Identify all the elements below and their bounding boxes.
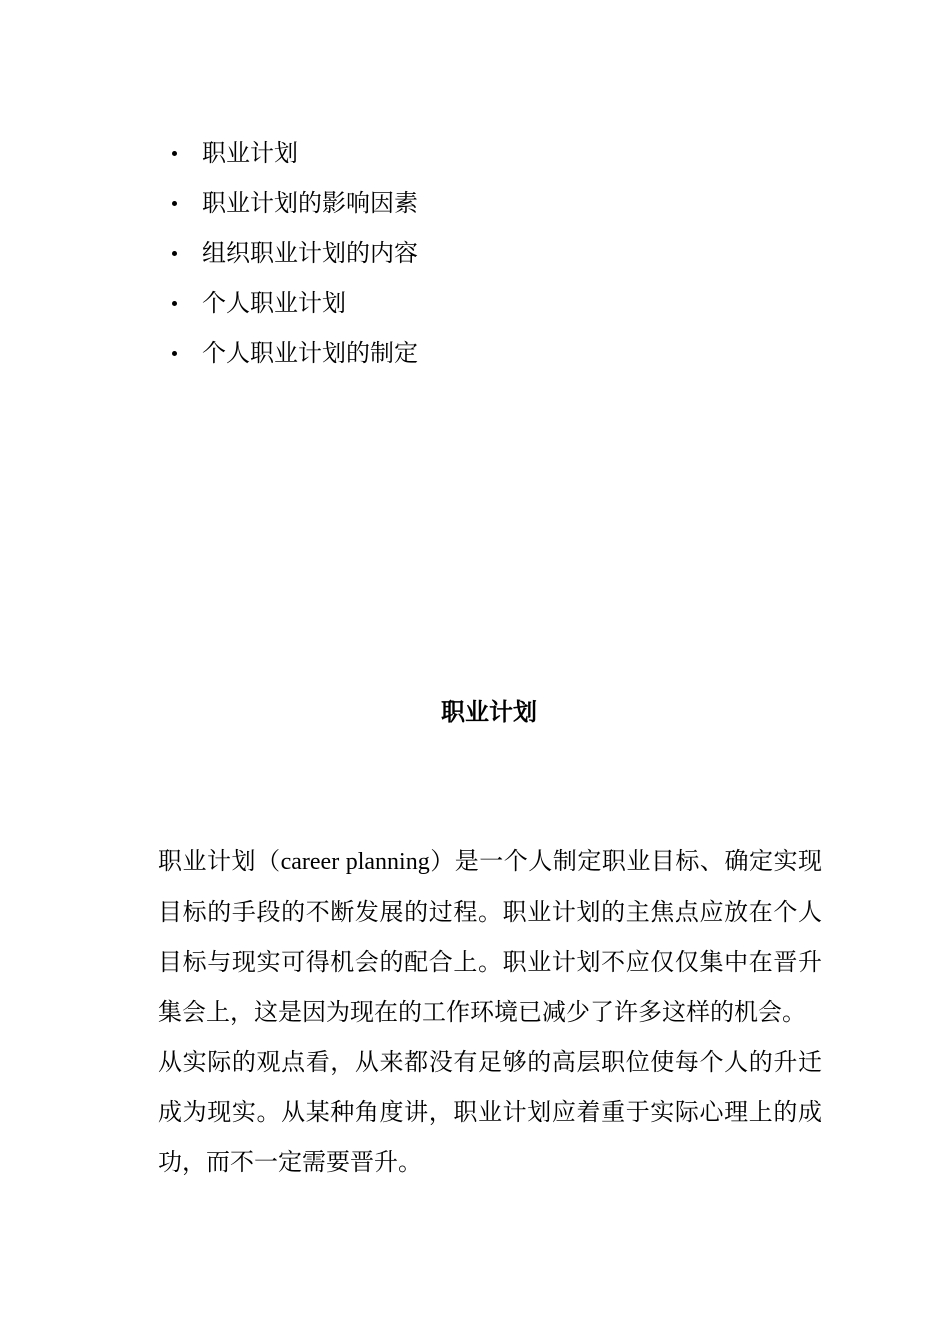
bullet-icon — [172, 201, 177, 206]
bullet-icon — [172, 151, 177, 156]
english-term: career planning — [280, 849, 430, 875]
paragraph-rest: ）是一个人制定职业目标、确定实现目标的手段的不断发展的过程。职业计划的主焦点应放在个人目标与现实可得机会的配合上。职业计划不应仅仅集中在晋升集会上，这是因为现在的工作环境已减少了许多这样的机会。 — [158, 847, 822, 1026]
topic-list — [170, 133, 418, 383]
list-item-text: 组织职业计划的内容 — [202, 239, 418, 267]
bullet-icon — [172, 251, 177, 256]
list-item — [170, 283, 418, 333]
list-item-text: 个人职业计划的制定 — [202, 339, 418, 367]
list-item-text: 职业计划的影响因素 — [202, 189, 418, 217]
paragraph-definition — [158, 836, 822, 1037]
paragraph-practical-view: 从实际的观点看，从来都没有足够的高层职位使每个人的升迁成为现实。从某种角度讲，职业计划应着重于实际心理上的成功，而不一定需要晋升。 — [158, 1048, 822, 1176]
section-title: 职业计划 — [441, 697, 537, 726]
bullet-icon — [172, 351, 177, 356]
bullet-icon — [172, 301, 177, 306]
list-item — [170, 333, 418, 383]
list-item-text: 职业计划 — [202, 139, 298, 167]
body-text — [158, 836, 822, 1187]
list-item — [170, 133, 418, 183]
paragraph-prefix: 职业计划（ — [158, 847, 281, 875]
list-item — [170, 233, 418, 283]
list-item — [170, 183, 418, 233]
list-item-text: 个人职业计划 — [202, 289, 346, 317]
